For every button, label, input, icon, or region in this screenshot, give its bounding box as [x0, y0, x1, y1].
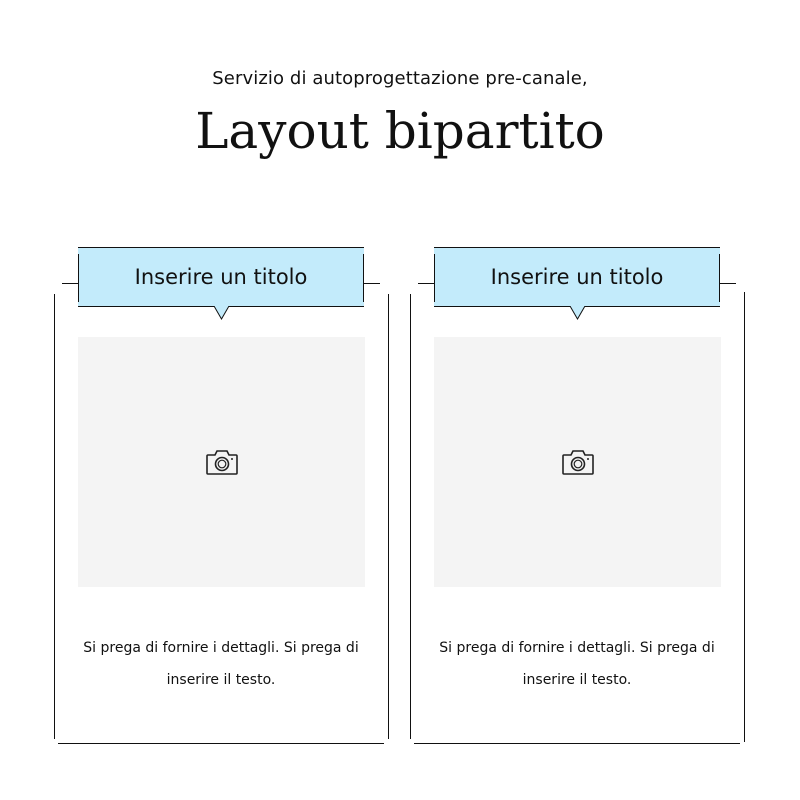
- layout-card-right: [408, 247, 768, 747]
- card-title[interactable]: Inserire un titolo: [134, 265, 308, 289]
- camera-icon[interactable]: [561, 448, 595, 476]
- layout-card-left: [52, 247, 412, 747]
- card-frame-bottom-border: [58, 743, 384, 744]
- header-tick-left: [418, 283, 434, 284]
- header-tick-right: [720, 283, 736, 284]
- page-title: Layout bipartito: [195, 102, 605, 160]
- image-placeholder[interactable]: [434, 337, 721, 587]
- speech-pointer-icon: [214, 306, 229, 320]
- header-tick-right: [364, 283, 380, 284]
- page-subtitle: Servizio di autoprogettazione pre-canale,: [212, 68, 588, 89]
- card-frame-right-border: [388, 294, 389, 739]
- card-frame-left-border: [54, 294, 55, 739]
- card-description[interactable]: Si prega di fornire i dettagli. Si prega di inserire il testo.: [83, 640, 359, 688]
- card-title[interactable]: Inserire un titolo: [490, 265, 664, 289]
- speech-pointer-icon: [570, 306, 585, 320]
- card-title-box[interactable]: [78, 247, 364, 307]
- card-title-box[interactable]: [434, 247, 720, 307]
- card-frame-right-border: [744, 292, 745, 742]
- header-tick-left: [62, 283, 78, 284]
- card-frame-bottom-border: [414, 743, 740, 744]
- card-description[interactable]: Si prega di fornire i dettagli. Si prega di inserire il testo.: [439, 640, 715, 688]
- camera-icon[interactable]: [205, 448, 239, 476]
- image-placeholder[interactable]: [78, 337, 365, 587]
- card-frame-left-border: [410, 294, 411, 739]
